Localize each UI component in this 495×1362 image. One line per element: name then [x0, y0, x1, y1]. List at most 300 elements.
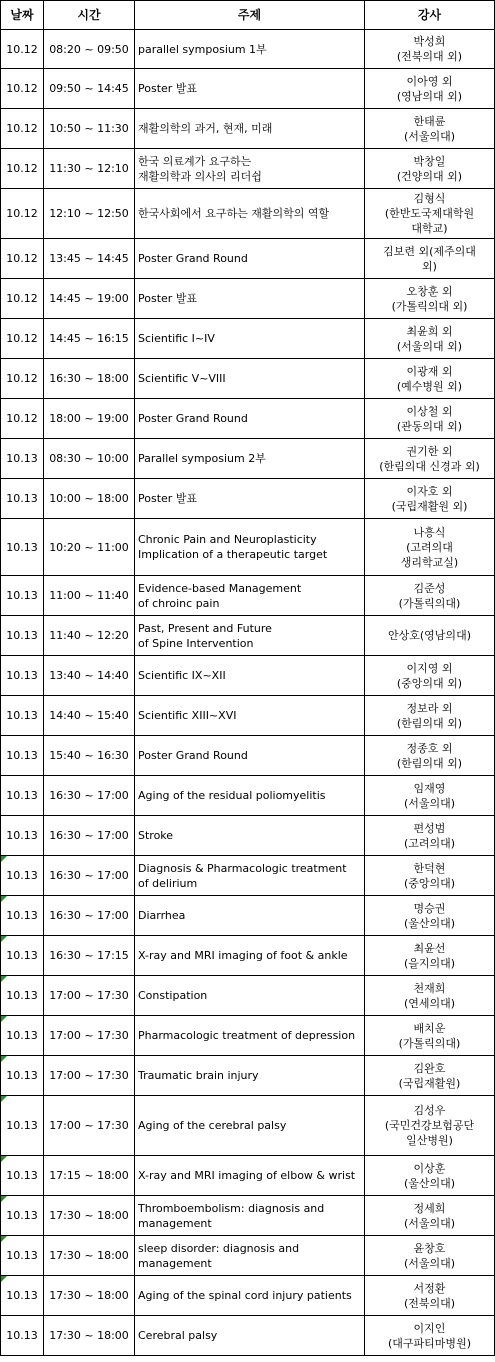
speaker-line: (서울의대) — [403, 1216, 456, 1230]
speaker-cell — [365, 896, 495, 936]
speaker-line: 김형식 — [413, 192, 446, 205]
table-row — [1, 1196, 495, 1236]
speaker-cell — [365, 239, 495, 279]
date-text: 10.13 — [6, 1029, 38, 1042]
speaker-line: (가톨릭의대 외) — [391, 299, 468, 313]
topic-line: Poster 발표 — [138, 492, 198, 505]
speaker-line: (서울의대 외) — [396, 339, 463, 353]
time-cell: 13:45 ~ 14:45 — [44, 239, 135, 279]
speaker-cell — [365, 149, 495, 189]
topic-line: of chroinc pain — [138, 596, 220, 610]
table-row — [1, 776, 495, 816]
speaker-line: 일산병원) — [406, 1134, 453, 1147]
speaker-cell — [365, 1016, 495, 1056]
topic-line: Poster Grand Round — [138, 412, 248, 425]
date-text: 10.12 — [6, 207, 38, 220]
topic-line: Poster 발표 — [138, 292, 198, 305]
date-cell — [1, 856, 44, 896]
comment-marker-icon — [1, 1196, 7, 1202]
topic-cell — [135, 776, 365, 816]
speaker-cell — [365, 399, 495, 439]
date-cell — [1, 1236, 44, 1276]
speaker-line: 배치운 — [413, 1021, 446, 1035]
speaker-cell — [365, 696, 495, 736]
date-cell — [1, 519, 44, 576]
speaker-line: (을지의대) — [403, 956, 456, 970]
comment-marker-icon — [1, 1016, 7, 1022]
comment-marker-icon — [1, 1156, 7, 1162]
date-text: 10.12 — [6, 332, 38, 345]
speaker-line: 한태륜 — [413, 114, 446, 128]
speaker-line: (전북의대) — [403, 1296, 456, 1310]
topic-line: Aging of the spinal cord injury patients — [138, 1289, 352, 1302]
speaker-line: (울산의대) — [403, 1176, 456, 1190]
speaker-line: 최윤선 — [413, 941, 446, 955]
speaker-line: 박성희 — [413, 35, 446, 48]
date-text: 10.13 — [6, 629, 38, 642]
topic-line: Stroke — [138, 829, 174, 842]
speaker-line: 안상호(영남의대) — [388, 629, 471, 642]
date-cell — [1, 616, 44, 656]
time-cell: 17:15 ~ 18:00 — [44, 1156, 135, 1196]
speaker-cell — [365, 856, 495, 896]
date-text: 10.12 — [6, 42, 38, 56]
header-topic: 주제 — [135, 1, 365, 30]
date-text: 10.13 — [6, 1169, 38, 1182]
comment-marker-icon — [1, 1056, 7, 1062]
topic-line: Chronic Pain and Neuroplasticity — [138, 533, 317, 546]
date-cell — [1, 1196, 44, 1236]
time-cell: 17:30 ~ 18:00 — [44, 1236, 135, 1276]
topic-cell — [135, 816, 365, 856]
topic-line: Poster 발표 — [138, 82, 198, 95]
table-row — [1, 1056, 495, 1096]
date-text: 10.12 — [6, 252, 38, 265]
table-row — [1, 319, 495, 359]
date-cell — [1, 696, 44, 736]
date-cell — [1, 896, 44, 936]
speaker-cell — [365, 279, 495, 319]
speaker-line: (국민건강보험공단 — [384, 1119, 475, 1132]
topic-line: X-ray and MRI imaging of foot & ankle — [138, 949, 348, 962]
date-text: 10.13 — [6, 989, 38, 1002]
date-text: 10.13 — [6, 589, 38, 602]
date-text: 10.13 — [6, 669, 38, 682]
table-row — [1, 109, 495, 149]
speaker-line: (전북의대 외) — [396, 50, 463, 63]
topic-line: sleep disorder: diagnosis and — [138, 1241, 300, 1255]
speaker-cell — [365, 976, 495, 1016]
speaker-cell — [365, 656, 495, 696]
comment-marker-icon — [1, 976, 7, 982]
time-cell: 16:30 ~ 17:00 — [44, 856, 135, 896]
time-cell: 11:00 ~ 11:40 — [44, 576, 135, 616]
speaker-line: 김준성 — [413, 581, 446, 595]
time-cell: 12:10 ~ 12:50 — [44, 189, 135, 239]
table-row — [1, 149, 495, 189]
date-text: 10.13 — [6, 869, 38, 882]
date-cell — [1, 1016, 44, 1056]
speaker-line: 김성우 — [413, 1104, 446, 1117]
speaker-line: (예수병원 외) — [396, 379, 463, 393]
time-cell: 17:00 ~ 17:30 — [44, 1096, 135, 1156]
time-cell: 11:30 ~ 12:10 — [44, 149, 135, 189]
topic-line: Traumatic brain injury — [138, 1069, 259, 1082]
topic-line: Diagnosis & Pharmacologic treatment — [138, 861, 347, 875]
date-text: 10.12 — [6, 122, 38, 135]
date-text: 10.13 — [6, 1119, 38, 1132]
comment-marker-icon — [1, 856, 7, 862]
speaker-cell — [365, 616, 495, 656]
topic-cell — [135, 1196, 365, 1236]
speaker-line: (중앙의대 외) — [396, 676, 463, 690]
topic-cell — [135, 1156, 365, 1196]
table-row — [1, 696, 495, 736]
speaker-line: 이광재 외 — [406, 364, 453, 378]
speaker-line: 이지인 — [413, 1321, 446, 1335]
table-row — [1, 1316, 495, 1356]
speaker-line: 정보라 외 — [406, 701, 453, 715]
time-cell: 17:30 ~ 18:00 — [44, 1196, 135, 1236]
table-row — [1, 279, 495, 319]
date-text: 10.13 — [6, 829, 38, 842]
speaker-line: 박창일 — [413, 154, 446, 168]
comment-marker-icon — [1, 1276, 7, 1282]
topic-cell — [135, 1236, 365, 1276]
speaker-line: 권기한 외 — [406, 444, 453, 458]
speaker-line: 나흥식 — [413, 525, 446, 539]
time-cell: 17:00 ~ 17:30 — [44, 976, 135, 1016]
topic-cell — [135, 149, 365, 189]
speaker-line: 서정환 — [413, 1281, 446, 1295]
time-cell: 13:40 ~ 14:40 — [44, 656, 135, 696]
table-row — [1, 189, 495, 239]
speaker-line: 오창훈 외 — [406, 284, 453, 298]
speaker-cell — [365, 576, 495, 616]
table-row — [1, 576, 495, 616]
time-cell: 14:45 ~ 19:00 — [44, 279, 135, 319]
date-text: 10.13 — [6, 789, 38, 802]
topic-line: Poster Grand Round — [138, 749, 248, 762]
speaker-cell — [365, 319, 495, 359]
date-cell — [1, 279, 44, 319]
time-cell: 08:30 ~ 10:00 — [44, 439, 135, 479]
table-row — [1, 656, 495, 696]
table-row — [1, 30, 495, 69]
topic-cell — [135, 319, 365, 359]
date-cell — [1, 776, 44, 816]
speaker-line: 김완호 — [413, 1061, 446, 1075]
speaker-cell — [365, 519, 495, 576]
date-cell — [1, 30, 44, 69]
speaker-line: (관동의대 외) — [396, 419, 463, 433]
speaker-cell — [365, 439, 495, 479]
speaker-line: 천재희 — [413, 981, 446, 995]
table-row — [1, 976, 495, 1016]
time-cell: 18:00 ~ 19:00 — [44, 399, 135, 439]
speaker-cell — [365, 30, 495, 69]
speaker-line: 이지영 외 — [406, 661, 453, 675]
topic-line: Scientific IX~XII — [138, 669, 226, 682]
time-cell: 17:00 ~ 17:30 — [44, 1056, 135, 1096]
topic-cell — [135, 439, 365, 479]
table-row — [1, 896, 495, 936]
date-cell — [1, 1096, 44, 1156]
topic-cell — [135, 1316, 365, 1356]
speaker-line: 이상철 외 — [406, 404, 453, 418]
speaker-line: 최윤희 외 — [406, 324, 453, 338]
time-cell: 09:50 ~ 14:45 — [44, 69, 135, 109]
topic-line: management — [138, 1216, 212, 1230]
date-cell — [1, 1276, 44, 1316]
date-cell — [1, 109, 44, 149]
speaker-line: 편성범 — [413, 821, 446, 835]
speaker-cell — [365, 109, 495, 149]
speaker-cell — [365, 1096, 495, 1156]
speaker-line: 이자호 외 — [406, 484, 453, 498]
speaker-cell — [365, 936, 495, 976]
date-text: 10.13 — [6, 1069, 38, 1082]
topic-cell — [135, 576, 365, 616]
date-cell — [1, 1156, 44, 1196]
topic-line: Poster Grand Round — [138, 252, 248, 265]
topic-cell — [135, 896, 365, 936]
topic-line: Scientific XIII~XVI — [138, 709, 237, 722]
date-text: 10.13 — [6, 1249, 38, 1262]
topic-cell — [135, 656, 365, 696]
comment-marker-icon — [1, 1236, 7, 1242]
date-cell — [1, 976, 44, 1016]
topic-cell — [135, 616, 365, 656]
speaker-line: (한림의대 신경과 외) — [379, 459, 480, 473]
date-text: 10.12 — [6, 292, 38, 305]
speaker-cell — [365, 1156, 495, 1196]
topic-cell — [135, 696, 365, 736]
date-cell — [1, 576, 44, 616]
date-cell — [1, 439, 44, 479]
time-cell: 16:30 ~ 17:15 — [44, 936, 135, 976]
topic-cell — [135, 399, 365, 439]
speaker-line: (서울의대) — [403, 796, 456, 810]
time-cell: 10:20 ~ 11:00 — [44, 519, 135, 576]
date-cell — [1, 816, 44, 856]
topic-cell — [135, 479, 365, 519]
topic-line: Evidence-based Management — [138, 581, 302, 595]
speaker-line: (중앙의대) — [403, 876, 456, 890]
table-row — [1, 69, 495, 109]
topic-line: of delirium — [138, 876, 198, 890]
speaker-line: 이상훈 — [413, 1161, 446, 1175]
topic-line: X-ray and MRI imaging of elbow & wrist — [138, 1169, 356, 1182]
time-cell: 08:20 ~ 09:50 — [44, 30, 135, 69]
topic-line: Cerebral palsy — [138, 1329, 218, 1342]
speaker-line: 임재영 — [413, 781, 446, 795]
topic-line: Aging of the residual poliomyelitis — [138, 789, 326, 802]
time-cell: 17:30 ~ 18:00 — [44, 1316, 135, 1356]
speaker-line: (연세의대) — [403, 996, 456, 1010]
date-cell — [1, 189, 44, 239]
speaker-cell — [365, 189, 495, 239]
table-row — [1, 439, 495, 479]
topic-line: Scientific I~IV — [138, 332, 215, 345]
date-text: 10.12 — [6, 372, 38, 385]
speaker-line: (서울의대) — [403, 1256, 456, 1270]
speaker-line: 한덕현 — [413, 861, 446, 875]
topic-line: Diarrhea — [138, 909, 186, 922]
speaker-line: (건양의대 외) — [396, 169, 463, 183]
topic-line: Thromboembolism: diagnosis and — [138, 1201, 325, 1215]
topic-line: Aging of the cerebral palsy — [138, 1119, 287, 1132]
date-cell — [1, 479, 44, 519]
table-row — [1, 1236, 495, 1276]
time-cell: 10:00 ~ 18:00 — [44, 479, 135, 519]
date-text: 10.13 — [6, 540, 38, 554]
time-cell: 17:00 ~ 17:30 — [44, 1016, 135, 1056]
speaker-line: (가톨릭의대) — [398, 1036, 461, 1050]
table-row — [1, 479, 495, 519]
topic-line: 재활의학의 과거, 현재, 미래 — [138, 122, 273, 135]
header-speaker: 강사 — [365, 1, 495, 30]
topic-cell — [135, 1276, 365, 1316]
topic-line: Scientific V~VIII — [138, 372, 226, 385]
time-cell: 16:30 ~ 18:00 — [44, 359, 135, 399]
date-cell — [1, 1056, 44, 1096]
date-text: 10.13 — [6, 1329, 38, 1342]
speaker-line: 김보련 외(제주의대 — [383, 244, 476, 258]
time-cell: 15:40 ~ 16:30 — [44, 736, 135, 776]
speaker-line: 외) — [422, 259, 437, 273]
topic-cell — [135, 1056, 365, 1096]
topic-line: Past, Present and Future — [138, 621, 272, 635]
date-cell — [1, 239, 44, 279]
table-row — [1, 239, 495, 279]
table-row — [1, 1276, 495, 1316]
speaker-line: (한림의대 외) — [396, 716, 463, 730]
topic-cell — [135, 189, 365, 239]
topic-line: of Spine Intervention — [138, 636, 254, 650]
date-text: 10.13 — [6, 452, 38, 465]
topic-line: Constipation — [138, 989, 208, 1002]
table-row — [1, 1156, 495, 1196]
comment-marker-icon — [1, 936, 7, 942]
table-row — [1, 616, 495, 656]
topic-cell — [135, 976, 365, 1016]
time-cell: 16:30 ~ 17:00 — [44, 896, 135, 936]
topic-line: 재활의학과 의사의 리더쉽 — [138, 169, 262, 183]
topic-cell — [135, 936, 365, 976]
header-row — [1, 1, 495, 30]
topic-line: parallel symposium 1부 — [138, 42, 267, 56]
header-time: 시간 — [44, 1, 135, 30]
table-row — [1, 816, 495, 856]
speaker-line: (고려의대) — [403, 836, 456, 850]
date-text: 10.13 — [6, 909, 38, 922]
date-cell — [1, 69, 44, 109]
topic-cell — [135, 1096, 365, 1156]
time-cell: 14:45 ~ 16:15 — [44, 319, 135, 359]
topic-cell — [135, 239, 365, 279]
topic-cell — [135, 736, 365, 776]
date-cell — [1, 936, 44, 976]
comment-marker-icon — [1, 896, 7, 902]
topic-cell — [135, 856, 365, 896]
date-cell — [1, 319, 44, 359]
topic-cell — [135, 69, 365, 109]
time-cell: 16:30 ~ 17:00 — [44, 816, 135, 856]
date-cell — [1, 656, 44, 696]
speaker-line: (울산의대) — [403, 916, 456, 930]
speaker-line: (한반도국제대학원 — [384, 207, 475, 220]
table-row — [1, 856, 495, 896]
speaker-cell — [365, 359, 495, 399]
speaker-line: (대구파티마병원) — [388, 1336, 471, 1350]
speaker-line: 윤창호 — [413, 1241, 446, 1255]
speaker-line: (고려의대 — [406, 540, 453, 554]
speaker-line: 생리학교실) — [400, 555, 459, 569]
table-row — [1, 519, 495, 576]
topic-cell — [135, 359, 365, 399]
topic-line: 한국사회에서 요구하는 재활의학의 역할 — [138, 207, 330, 220]
topic-cell — [135, 30, 365, 69]
speaker-line: 대학교) — [411, 222, 448, 235]
speaker-line: (국립재활원 외) — [391, 499, 468, 513]
header-date: 날짜 — [1, 1, 44, 30]
table-row — [1, 736, 495, 776]
speaker-line: 명승권 — [413, 901, 446, 915]
topic-cell — [135, 109, 365, 149]
speaker-line: (국립재활원) — [398, 1076, 461, 1090]
comment-marker-icon — [1, 1096, 7, 1102]
time-cell: 11:40 ~ 12:20 — [44, 616, 135, 656]
table-row — [1, 359, 495, 399]
date-text: 10.13 — [6, 1209, 38, 1222]
speaker-cell — [365, 736, 495, 776]
date-text: 10.13 — [6, 749, 38, 762]
speaker-cell — [365, 1316, 495, 1356]
speaker-cell — [365, 69, 495, 109]
topic-line: 한국 의료계가 요구하는 — [138, 154, 252, 168]
topic-cell — [135, 519, 365, 576]
table-row — [1, 1096, 495, 1156]
date-text: 10.12 — [6, 412, 38, 425]
speaker-line: (서울의대) — [403, 129, 456, 143]
speaker-cell — [365, 1056, 495, 1096]
speaker-line: (가톨릭의대) — [398, 596, 461, 610]
table-row — [1, 1016, 495, 1056]
speaker-cell — [365, 776, 495, 816]
topic-line: Pharmacologic treatment of depression — [138, 1029, 356, 1042]
speaker-line: 정세희 — [413, 1201, 446, 1215]
date-text: 10.12 — [6, 82, 38, 95]
date-cell — [1, 399, 44, 439]
speaker-line: (한림의대 외) — [396, 756, 463, 770]
topic-cell — [135, 279, 365, 319]
speaker-cell — [365, 1196, 495, 1236]
date-cell — [1, 149, 44, 189]
date-text: 10.13 — [6, 709, 38, 722]
speaker-line: 이아영 외 — [406, 74, 453, 88]
date-text: 10.13 — [6, 1289, 38, 1302]
time-cell: 14:40 ~ 15:40 — [44, 696, 135, 736]
topic-line: management — [138, 1256, 212, 1270]
date-text: 10.13 — [6, 949, 38, 962]
topic-cell — [135, 1016, 365, 1056]
topic-line: Implication of a therapeutic target — [138, 548, 328, 561]
speaker-line: (영남의대 외) — [396, 89, 463, 103]
speaker-cell — [365, 479, 495, 519]
time-cell: 17:30 ~ 18:00 — [44, 1276, 135, 1316]
date-text: 10.13 — [6, 492, 38, 505]
